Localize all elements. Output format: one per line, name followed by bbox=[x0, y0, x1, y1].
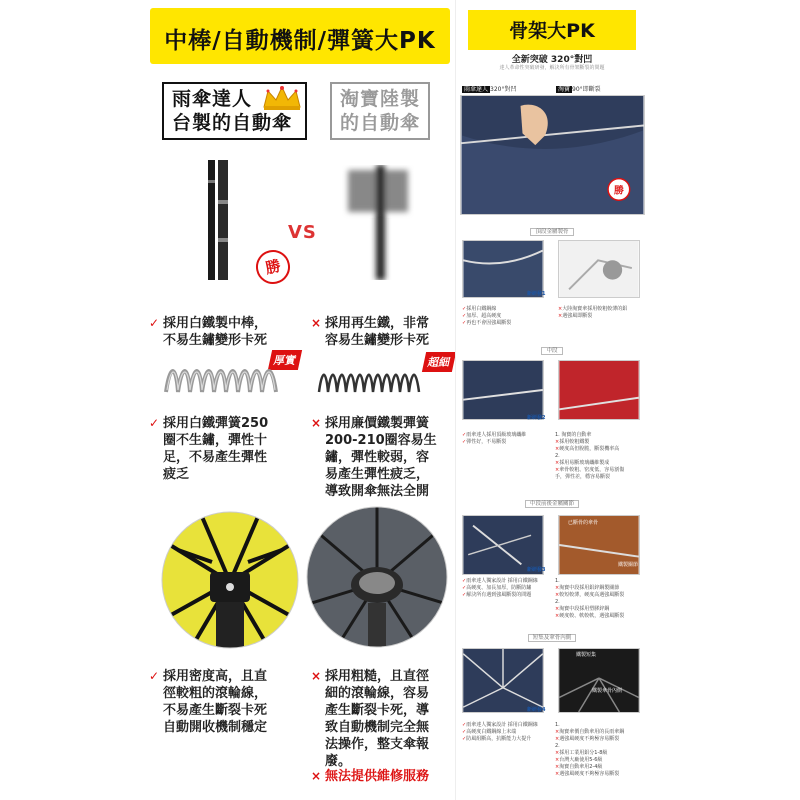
s3-ours-2: ✓解決所有遇到強風斷裂的問題 bbox=[462, 592, 532, 598]
s2-theirs-4: ×採用易斷玻璃纖維製成 bbox=[555, 460, 610, 466]
section-2-ours-text bbox=[462, 432, 526, 446]
s4-theirs-2: ×遇強風硬度不夠極容易斷裂 bbox=[555, 736, 620, 742]
spring-ours-line-1: 圈不生鏽，彈性十 bbox=[163, 433, 268, 448]
section-4-photo-ours bbox=[462, 648, 544, 713]
section-4-title-bar: 短集及傘骨內側 bbox=[468, 632, 636, 644]
s3-theirs-5: ×硬度較、軟較軟，遇強風斷裂 bbox=[555, 613, 625, 619]
shaft-feature-theirs bbox=[311, 315, 430, 349]
runner-theirs-line-4: 法操作，整支傘報 bbox=[325, 737, 430, 752]
runner-theirs-line-0: 採用粗糙，且直徑 bbox=[325, 669, 430, 684]
tag-thin: 超細 bbox=[422, 352, 456, 372]
section-2-title-bar: 中段 bbox=[468, 345, 636, 357]
right-subtitle: 全新突破 320°對凹 bbox=[511, 55, 593, 65]
s2-theirs-0: 1. 淘寶的自動傘 bbox=[555, 432, 592, 438]
s3-theirs-3: 2. bbox=[555, 599, 560, 605]
spring-theirs-line-4: 導致開傘無法全開 bbox=[325, 484, 430, 499]
section-3-photo-label: 已斷骨的傘骨 bbox=[568, 520, 599, 526]
spring-ours-line-0: 採用白鐵彈簧250 bbox=[163, 416, 269, 431]
runner-theirs-line-5: 廢。 bbox=[325, 754, 352, 769]
shaft-ours-line-0: 採用白鐵製中棒， bbox=[163, 316, 268, 331]
brand-ours-line1: 雨傘達人 bbox=[172, 88, 253, 110]
s4-theirs-1: ×淘寶傘價自動傘用的長雨傘鋼 bbox=[555, 729, 625, 735]
shaft-theirs-line-0: 採用再生鐵，非常 bbox=[325, 316, 430, 331]
s2-theirs-5: ×傘骨較粗、密度低，容易割傷 bbox=[555, 467, 625, 473]
brand-theirs-line1: 淘寶陸製 bbox=[340, 88, 421, 110]
s4-theirs-6: ×淘寶自動傘用2-4級 bbox=[555, 764, 603, 770]
section-1-ours-text bbox=[462, 306, 511, 327]
s2-theirs-1: ×採用較粗鐵製 bbox=[555, 439, 590, 445]
runner-theirs-line-2: 產生斷裂卡死，導 bbox=[325, 703, 430, 718]
s2-theirs-3: 2. bbox=[555, 453, 560, 459]
svg-text:勝: 勝 bbox=[613, 185, 624, 197]
s3-theirs-2: ×較短較薄，硬度高遇強風斷裂 bbox=[555, 592, 625, 598]
left-banner bbox=[150, 8, 450, 64]
spring-theirs-line-1: 200-210圈容易生 bbox=[325, 433, 437, 448]
spring-ours-line-2: 足，不易產生彈性 bbox=[163, 450, 268, 465]
runner-ours-line-1: 徑較粗的滾輪線， bbox=[163, 686, 268, 701]
section-2-badge: 新研發2 bbox=[527, 415, 546, 421]
spring-ours-line-3: 疲乏 bbox=[163, 467, 190, 482]
check-icon: ✓ bbox=[149, 669, 160, 683]
section-2-photo-theirs bbox=[558, 360, 640, 420]
s4-ours-0: ✓雨傘達人獨家設計 採用白鐵鋼線 bbox=[462, 722, 538, 728]
s1-theirs-0: ×大陸淘寶傘採用較粗較薄的鋁 bbox=[558, 306, 628, 312]
s2-theirs-6: 手，彈性差，穩容易斷裂 bbox=[555, 474, 611, 480]
brand-box-theirs bbox=[330, 82, 430, 140]
runner-photo-ours bbox=[160, 510, 300, 650]
brand-theirs-line2: 的自動傘 bbox=[340, 112, 421, 134]
section-4-photo-theirs bbox=[558, 648, 640, 713]
section-1-theirs-text bbox=[558, 306, 627, 320]
spring-theirs-line-0: 採用廉價鐵製彈簧 bbox=[325, 416, 430, 431]
shaft-feature-ours bbox=[149, 315, 268, 349]
s3-ours-0: ✓雨傘達人獨家設計 採用白鐵鋼線 bbox=[462, 578, 538, 584]
runner-feature-theirs-extra bbox=[311, 768, 430, 785]
spring-theirs-line-3: 易產生彈性疲乏， bbox=[325, 467, 430, 482]
s3-ours-1: ✓高硬度、加長加厚，防斷防鏽 bbox=[462, 585, 532, 591]
cross-icon: × bbox=[311, 769, 322, 783]
crown-icon bbox=[262, 85, 302, 111]
section-3-ours-text bbox=[462, 578, 538, 599]
shaft-ours-line-1: 不易生鏽變形卡死 bbox=[163, 333, 268, 348]
section-2-photo-ours bbox=[462, 360, 544, 420]
vs-label: VS bbox=[288, 222, 317, 243]
section-4-ours-text bbox=[462, 722, 538, 743]
runner-ours-line-0: 採用密度高，且直 bbox=[163, 669, 268, 684]
tag-thick: 厚實 bbox=[268, 350, 302, 370]
section-3-photo-label-2: 鐵製關節 bbox=[618, 562, 639, 568]
s2-ours-1: ✓彈性好，不易斷裂 bbox=[462, 439, 507, 445]
cross-icon: × bbox=[311, 316, 322, 330]
s4-theirs-3: 2. bbox=[555, 743, 560, 749]
spring-photo-theirs bbox=[315, 366, 425, 396]
s4-theirs-5: ×台灣大廠使用5-6級 bbox=[555, 757, 603, 763]
section-1-photo-theirs bbox=[558, 240, 640, 298]
shaft-photo-theirs bbox=[340, 165, 430, 280]
section-3-title-bar: 中段前後金屬關節 bbox=[468, 498, 636, 510]
runner-ours-line-2: 不易產生斷裂卡死 bbox=[163, 703, 268, 718]
section-2-theirs-text bbox=[555, 432, 624, 481]
runner-theirs-line-1: 細的滾輪線，容易 bbox=[325, 686, 430, 701]
spring-theirs-line-2: 鏽，彈性較弱，容 bbox=[325, 450, 430, 465]
s2-theirs-2: ×硬度高但脫脆，斷裂機率高 bbox=[555, 446, 620, 452]
s3-theirs-0: 1. bbox=[555, 578, 560, 584]
section-1-title-bar: 頂段金屬製骨 bbox=[468, 226, 636, 238]
runner-theirs-line-3: 致自動機制完全無 bbox=[325, 720, 430, 735]
s1-ours-1: ✓加厚、超高硬度 bbox=[462, 313, 502, 319]
runner-feature-ours bbox=[149, 668, 268, 736]
section-3-theirs-text bbox=[555, 578, 624, 620]
s4-theirs-4: ×採用工業用鋁分1-8級 bbox=[555, 750, 608, 756]
win-stamp-shaft: 勝 bbox=[253, 247, 293, 287]
s1-theirs-1: ×遇強風即斷裂 bbox=[558, 313, 593, 319]
s4-ours-2: ✓防風組斷高，抗斷能力大提升 bbox=[462, 736, 532, 742]
brand-ours-line2: 台製的自動傘 bbox=[172, 112, 293, 134]
section-4-theirs-text bbox=[555, 722, 624, 778]
runner-feature-theirs bbox=[311, 668, 430, 770]
top-comparison-photo bbox=[460, 95, 645, 215]
section-1-badge: 新研發1 bbox=[527, 291, 546, 297]
section-4-photo-label-1: 鐵製短集 bbox=[576, 652, 597, 658]
cross-icon: × bbox=[311, 416, 322, 430]
top-label-ours: 雨傘達人 320°對凹 bbox=[464, 86, 517, 93]
s3-theirs-4: ×淘寶中段採用塑膠鋅鋼 bbox=[555, 606, 610, 612]
section-4-badge: 新研發4 bbox=[527, 707, 546, 713]
runner-theirs-extra: 無法提供維修服務 bbox=[325, 769, 430, 784]
s4-ours-1: ✓高硬度白鐵鋼線上末端 bbox=[462, 729, 517, 735]
s4-theirs-0: 1. bbox=[555, 722, 560, 728]
s4-theirs-7: ×遇強風硬度不夠極容易斷裂 bbox=[555, 771, 620, 777]
runner-photo-theirs bbox=[305, 505, 450, 650]
runner-ours-line-3: 自動開收機制穩定 bbox=[163, 720, 268, 735]
right-banner bbox=[468, 10, 636, 50]
spring-feature-theirs bbox=[311, 415, 437, 500]
s1-ours-0: ✓採用白鐵鋼線 bbox=[462, 306, 497, 312]
left-banner-title: 中棒/自動機制/彈簧大PK bbox=[164, 28, 436, 54]
s2-ours-0: ✓雨傘達人採用頂級玻璃纖維 bbox=[462, 432, 527, 438]
top-label-theirs: 淘寶 90°即斷裂 bbox=[558, 86, 601, 93]
right-subnote: 達人革命性突破研發，解決所有骨架斷裂的問題 bbox=[499, 65, 605, 71]
check-icon: ✓ bbox=[149, 416, 160, 430]
check-icon: ✓ bbox=[149, 316, 160, 330]
spring-feature-ours bbox=[149, 415, 269, 483]
s1-ours-2: ✓再也不會因強風斷裂 bbox=[462, 320, 512, 326]
spring-photo-ours bbox=[162, 362, 282, 398]
cross-icon: × bbox=[311, 669, 322, 683]
shaft-theirs-line-1: 容易生鏽變形卡死 bbox=[325, 333, 430, 348]
section-3-badge: 新研發3 bbox=[527, 567, 546, 573]
section-4-photo-label-2: 鐵製傘骨內側 bbox=[592, 688, 623, 694]
right-banner-title: 骨架大PK bbox=[509, 20, 595, 42]
s3-theirs-1: ×淘寶中段採用鋁鋅鋼製關節 bbox=[555, 585, 620, 591]
